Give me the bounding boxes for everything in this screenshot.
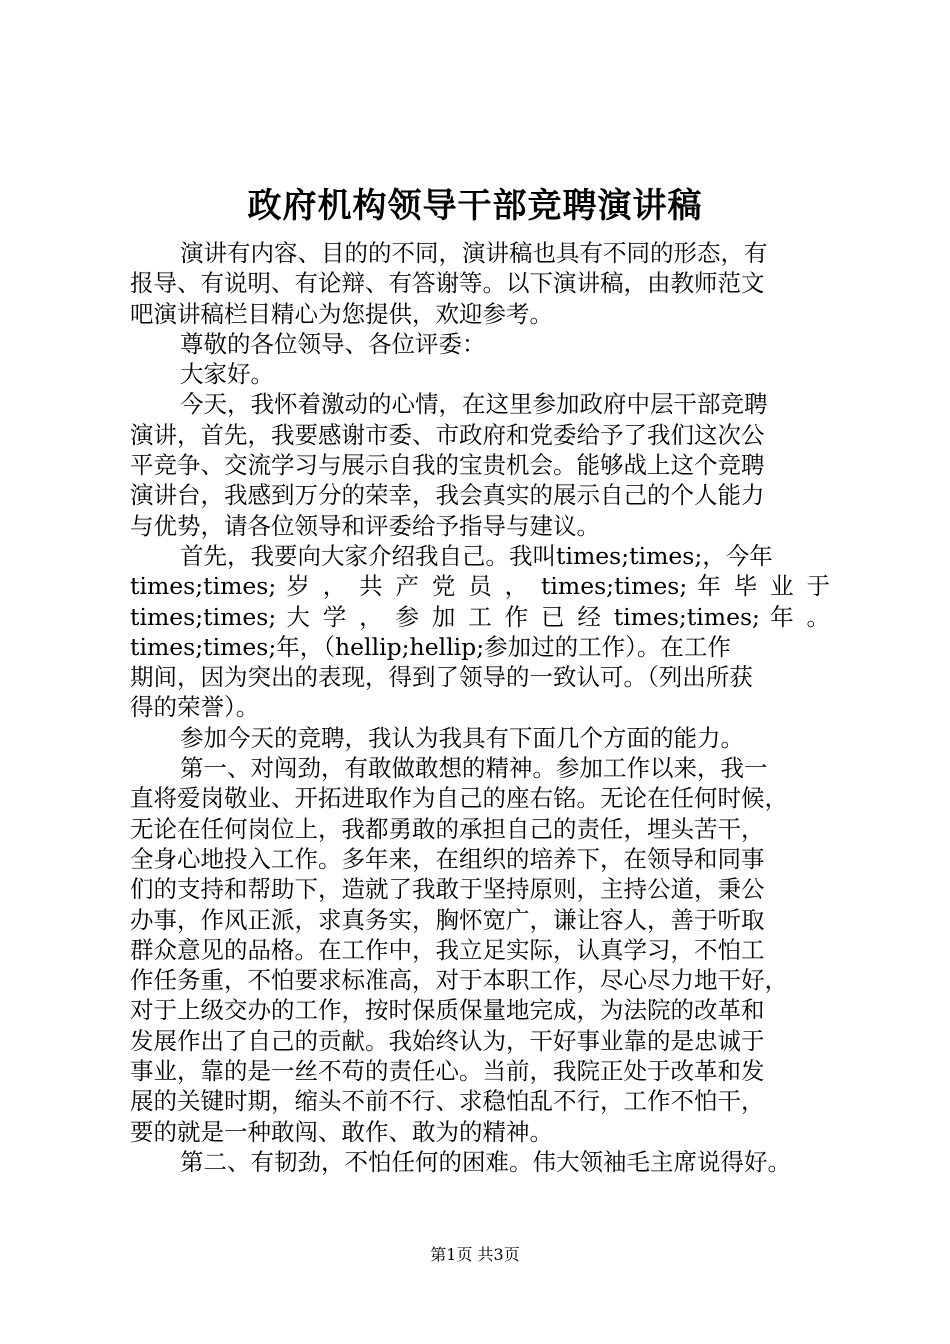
text-line: 第二、有韧劲，不怕任何的困难。伟大领袖毛主席说得好。 — [180, 1147, 791, 1176]
document-body — [130, 238, 830, 1177]
text-line: 事业，靠的是一丝不苟的责任心。当前，我院正处于改革和发 — [130, 1057, 765, 1086]
text-line: 大家好。 — [180, 360, 274, 389]
page-footer: 第1页 共3页 — [430, 1245, 520, 1264]
text-line: 首先，我要向大家介绍我自己。我叫times;times;，今年 — [180, 541, 773, 570]
page-title: 政府机构领导干部竞聘演讲稿 — [247, 186, 703, 226]
text-line: 作任务重，不怕要求标准高，对于本职工作，尽心尽力地干好， — [130, 966, 788, 995]
text-line: 展的关键时期，缩头不前不行、求稳怕乱不行，工作不怕干， — [130, 1087, 765, 1116]
text-line: 第一、对闯劲，有敢做敢想的精神。参加工作以来，我一 — [180, 754, 768, 783]
text-line: 发展作出了自己的贡献。我始终认为，干好事业靠的是忠诚于 — [130, 1026, 765, 1055]
text-line: 吧演讲稿栏目精心为您提供，欢迎参考。 — [130, 299, 553, 328]
text-line: 期间，因为突出的表现，得到了领导的一致认可。（列出所获 — [130, 663, 753, 692]
text-line: 今天，我怀着激动的心情，在这里参加政府中层干部竞聘 — [180, 390, 768, 419]
text-line: times;times; 大 学 ， 参 加 工 作 已 经 times;times; 年 。 — [130, 602, 830, 631]
text-line: 尊敬的各位领导、各位评委： — [180, 329, 486, 358]
text-line: 全身心地投入工作。多年来，在组织的培养下，在领导和同事 — [130, 844, 765, 873]
text-line: 演讲，首先，我要感谢市委、市政府和党委给予了我们这次公 — [130, 420, 765, 449]
text-line: 参加今天的竞聘，我认为我具有下面几个方面的能力。 — [180, 723, 744, 752]
text-line: 平竞争、交流学习与展示自我的宝贵机会。能够战上这个竞聘 — [130, 451, 765, 480]
text-line: times;times;年，（hellip;hellip;参加过的工作）。在工作 — [130, 632, 731, 661]
text-line: 演讲有内容、目的的不同，演讲稿也具有不同的形态，有 — [180, 239, 768, 267]
text-line: 对于上级交办的工作，按时保质保量地完成，为法院的改革和 — [130, 996, 765, 1025]
text-line: 直将爱岗敬业、开拓进取作为自己的座右铭。无论在任何时候， — [130, 784, 788, 813]
text-line: 演讲台，我感到万分的荣幸，我会真实的展示自己的个人能力 — [130, 481, 765, 510]
text-line: 得的荣誉）。 — [130, 693, 260, 722]
text-line: 们的支持和帮助下，造就了我敢于坚持原则，主持公道，秉公 — [130, 875, 765, 904]
text-line: 无论在任何岗位上，我都勇敢的承担自己的责任，埋头苦干， — [130, 814, 765, 843]
text-line: 与优势，请各位领导和评委给予指导与建议。 — [130, 511, 600, 540]
text-line: times;times; 岁 ， 共 产 党 员 ， times;times; 年 毕 业 于 — [130, 572, 830, 601]
text-line: 群众意见的品格。在工作中，我立足实际，认真学习，不怕工 — [130, 935, 765, 964]
text-line: 要的就是一种敢闯、敢作、敢为的精神。 — [130, 1117, 553, 1146]
text-line: 报导、有说明、有论辩、有答谢等。以下演讲稿，由教师范文 — [130, 269, 765, 298]
text-line: 办事，作风正派，求真务实，胸怀宽广，谦让容人，善于听取 — [130, 905, 765, 934]
